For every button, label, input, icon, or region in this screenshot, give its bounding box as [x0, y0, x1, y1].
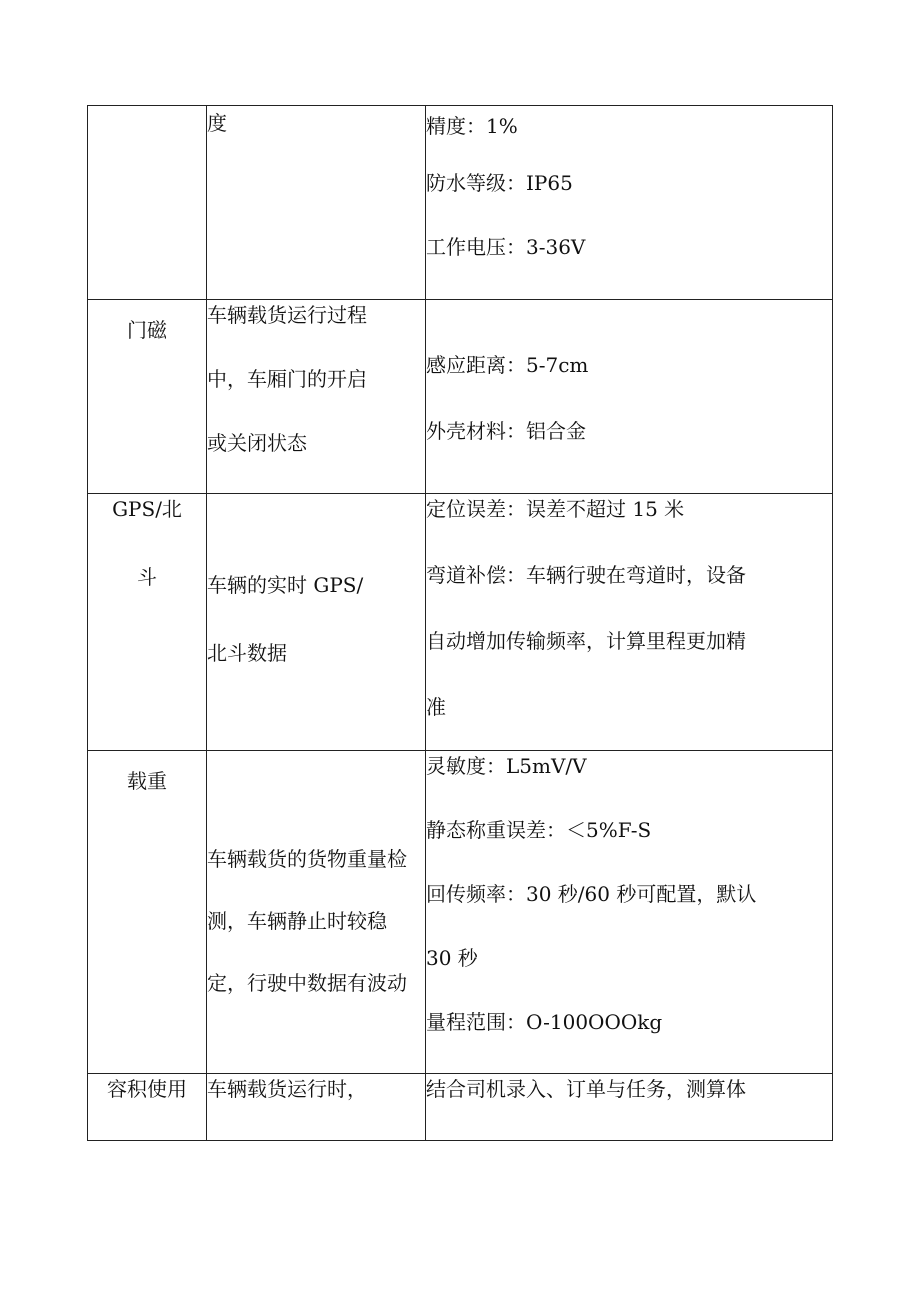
spec-values-cell — [426, 494, 833, 751]
description-line: 车辆载货运行过程 — [207, 303, 367, 327]
spec-line: 工作电压：3-36V — [426, 235, 586, 259]
spec-line: 回传频率：30 秒/60 秒可配置，默认 — [426, 882, 757, 906]
spec-line: 灵敏度：L5mV/V — [426, 754, 587, 778]
description-cell — [207, 494, 426, 751]
description-line: 北斗数据 — [207, 641, 287, 665]
spec-line: 静态称重误差：＜5%F-S — [426, 818, 652, 842]
spec-values-cell — [426, 106, 833, 300]
device-name-cell — [88, 106, 207, 300]
spec-line: 感应距离：5-7cm — [426, 353, 589, 377]
description-line: 或关闭状态 — [207, 431, 307, 455]
device-name: 门磁 — [127, 318, 167, 342]
table-row — [88, 751, 833, 1074]
description-line: 度 — [207, 111, 227, 135]
spec-line: 外壳材料：铝合金 — [426, 419, 586, 443]
spec-line: 量程范围：O-100OOOkg — [426, 1010, 663, 1034]
device-name-cell — [88, 494, 207, 751]
spec-values-cell — [426, 1074, 833, 1141]
description-cell — [207, 1074, 426, 1141]
spec-line: 30 秒 — [426, 946, 478, 970]
device-name: GPS/北 — [112, 497, 182, 521]
description-line: 中，车厢门的开启 — [207, 367, 367, 391]
description-line: 车辆载货的货物重量检 — [207, 847, 407, 871]
device-name-cell — [88, 1074, 207, 1141]
table-row — [88, 106, 833, 300]
device-name: 斗 — [137, 565, 157, 589]
spec-table — [87, 105, 833, 1141]
spec-values-cell — [426, 751, 833, 1074]
description-line: 车辆载货运行时， — [207, 1077, 367, 1101]
spec-line: 结合司机录入、订单与任务，测算体 — [426, 1077, 746, 1101]
description-line: 车辆的实时 GPS/ — [207, 573, 364, 597]
spec-values-cell — [426, 300, 833, 494]
table-row — [88, 300, 833, 494]
description-line: 测，车辆静止时较稳 — [207, 909, 387, 933]
table-row — [88, 1074, 833, 1141]
device-name: 载重 — [127, 769, 167, 793]
spec-line: 准 — [426, 695, 446, 719]
spec-line: 弯道补偿：车辆行驶在弯道时，设备 — [426, 563, 746, 587]
description-cell — [207, 300, 426, 494]
spec-line: 防水等级：IP65 — [426, 171, 573, 195]
device-name-cell — [88, 300, 207, 494]
description-cell — [207, 106, 426, 300]
device-name: 容积使用 — [107, 1077, 187, 1101]
spec-line: 自动增加传输频率，计算里程更加精 — [426, 629, 746, 653]
description-cell — [207, 751, 426, 1074]
spec-line: 定位误差：误差不超过 15 米 — [426, 497, 685, 521]
device-name-cell — [88, 751, 207, 1074]
table-row — [88, 494, 833, 751]
description-line: 定，行驶中数据有波动 — [207, 971, 407, 995]
spec-line: 精度：1% — [426, 114, 518, 138]
